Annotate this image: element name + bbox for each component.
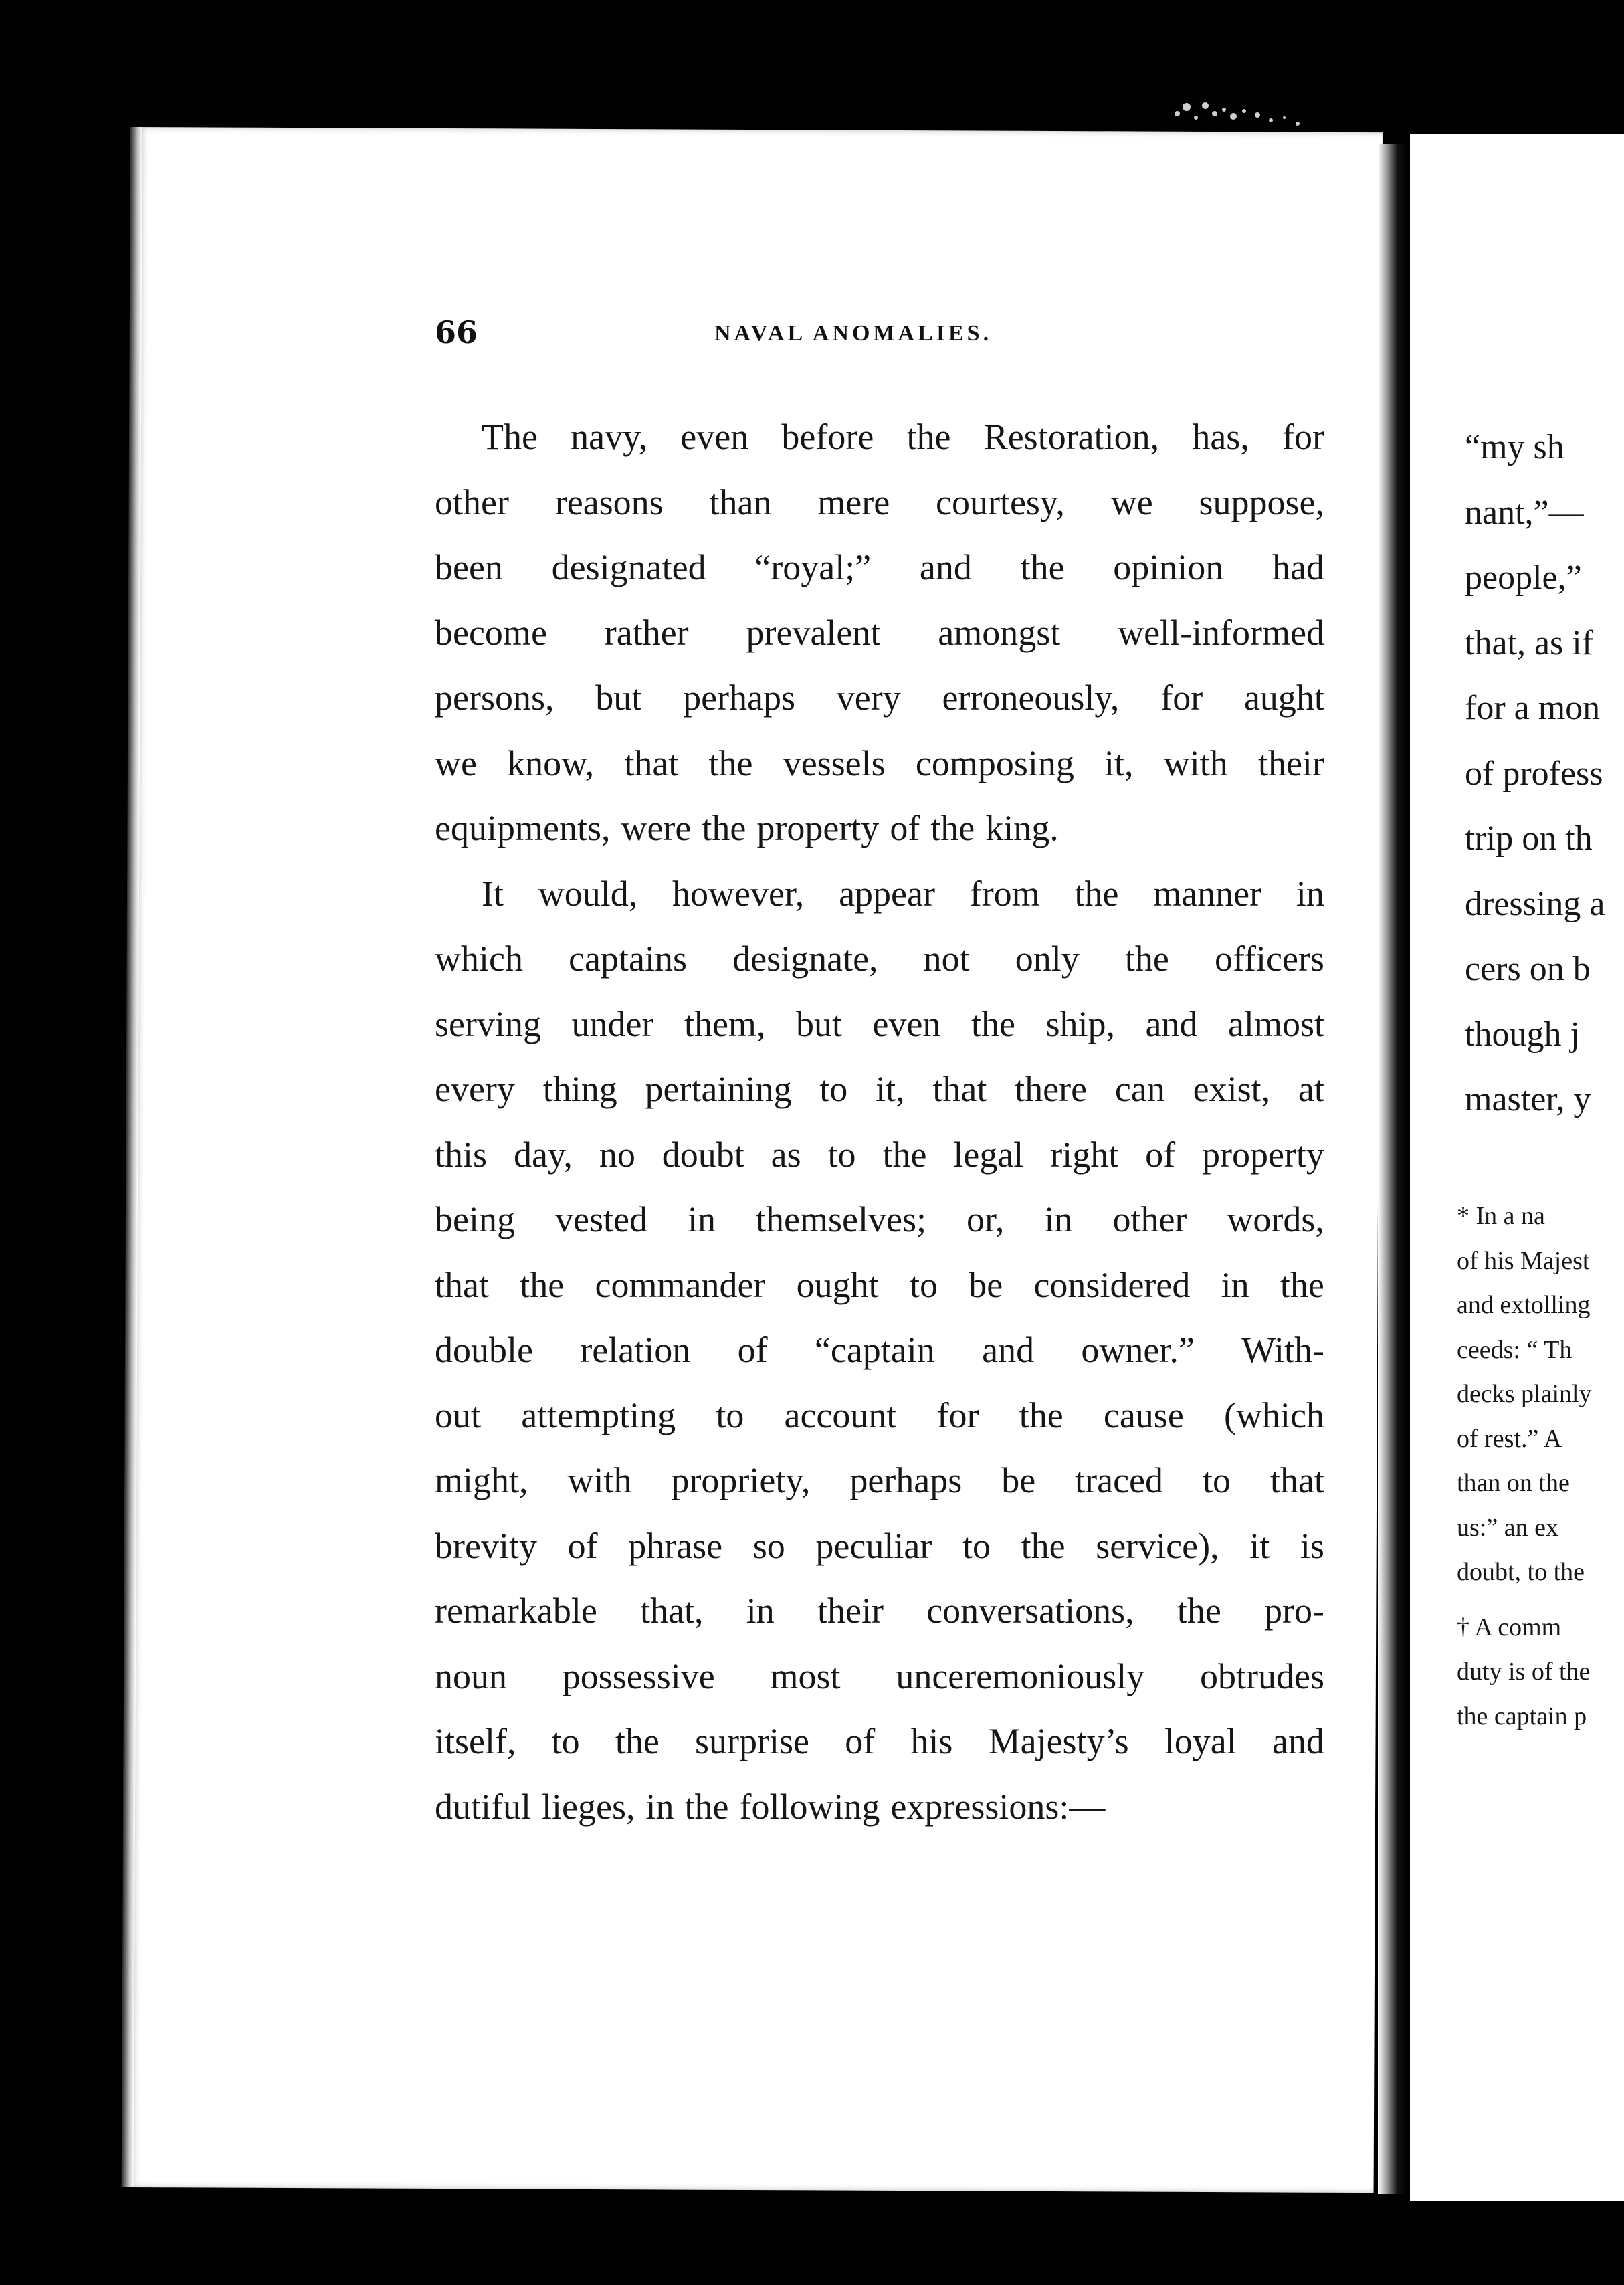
facing-page-body xyxy=(1465,415,1605,1132)
facing-footnote-line: of his Majest xyxy=(1457,1246,1590,1275)
text-line: been designated “royal;” and the opinion had xyxy=(435,547,1324,587)
facing-footnote-line: * In a na xyxy=(1457,1202,1545,1230)
text-line: become rather prevalent amongst well-informed xyxy=(435,612,1324,653)
text-line: out attempting to account for the cause (which xyxy=(435,1395,1324,1435)
text-line: this day, no doubt as to the legal right of property xyxy=(435,1134,1324,1175)
page-number: 66 xyxy=(435,314,478,351)
text-line: dutiful lieges, in the following expressions:— xyxy=(435,1786,1106,1827)
facing-footnote-line: us:” an ex xyxy=(1457,1513,1558,1542)
facing-text-line: trip on th xyxy=(1465,819,1593,858)
facing-footnote-line: and extolling xyxy=(1457,1291,1591,1319)
facing-text-line: master, y xyxy=(1465,1080,1591,1118)
facing-footnote-line: than on the xyxy=(1457,1469,1570,1497)
facing-text-line: dressing a xyxy=(1465,884,1605,923)
facing-footnote-line: the captain p xyxy=(1457,1702,1587,1730)
facing-text-line: cers on b xyxy=(1465,950,1591,988)
text-line: The navy, even before the Restoration, has, for xyxy=(482,417,1324,457)
facing-text-line: for a mon xyxy=(1465,689,1601,727)
text-line: might, with propriety, perhaps be traced to that xyxy=(435,1460,1324,1500)
running-title: NAVAL ANOMALIES. xyxy=(714,321,993,346)
text-line: remarkable that, in their conversations, the pro- xyxy=(435,1591,1324,1631)
running-head xyxy=(435,314,1324,368)
facing-text-line: “my sh xyxy=(1465,428,1564,466)
text-line: which captains designate, not only the officers xyxy=(435,938,1324,979)
facing-footnote-line: ceeds: “ Th xyxy=(1457,1335,1572,1364)
facing-footnote-line: † A comm xyxy=(1457,1613,1562,1642)
book-gutter xyxy=(1378,144,1408,2194)
text-line: persons, but perhaps very erroneously, for aught xyxy=(435,678,1324,718)
facing-text-line: people,” xyxy=(1465,559,1582,597)
text-line: itself, to the surprise of his Majesty’s loyal and xyxy=(435,1721,1324,1761)
facing-text-line: of profess xyxy=(1465,754,1603,793)
facing-footnote-line: of rest.” A xyxy=(1457,1424,1562,1453)
text-line: serving under them, but even the ship, and almost xyxy=(435,1003,1324,1044)
text-line: It would, however, appear from the manner in xyxy=(482,873,1324,914)
text-line: noun possessive most unceremoniously obtrudes xyxy=(435,1656,1324,1696)
facing-page-footnotes xyxy=(1457,1194,1592,1738)
facing-footnote-line: doubt, to the xyxy=(1457,1558,1585,1586)
facing-text-line: that, as if xyxy=(1465,623,1594,662)
facing-text-line: nant,”— xyxy=(1465,493,1584,532)
facing-footnote-line: duty is of the xyxy=(1457,1658,1591,1686)
facing-text-line: though j xyxy=(1465,1015,1580,1054)
text-line: we know, that the vessels composing it, with their xyxy=(435,742,1324,783)
text-line: equipments, were the property of the king. xyxy=(435,808,1059,848)
right-page xyxy=(1410,134,1624,2201)
text-line: every thing pertaining to it, that there can exist, at xyxy=(435,1069,1324,1109)
text-line: other reasons than mere courtesy, we suppose, xyxy=(435,482,1324,522)
body-text xyxy=(435,405,1324,1840)
text-line: that the commander ought to be considered in the xyxy=(435,1264,1324,1305)
text-line: double relation of “captain and owner.” With- xyxy=(435,1330,1324,1370)
text-line: brevity of phrase so peculiar to the service), it is xyxy=(435,1525,1324,1566)
facing-footnote-line: decks plainly xyxy=(1457,1380,1592,1408)
text-line: being vested in themselves; or, in other words, xyxy=(435,1199,1324,1239)
